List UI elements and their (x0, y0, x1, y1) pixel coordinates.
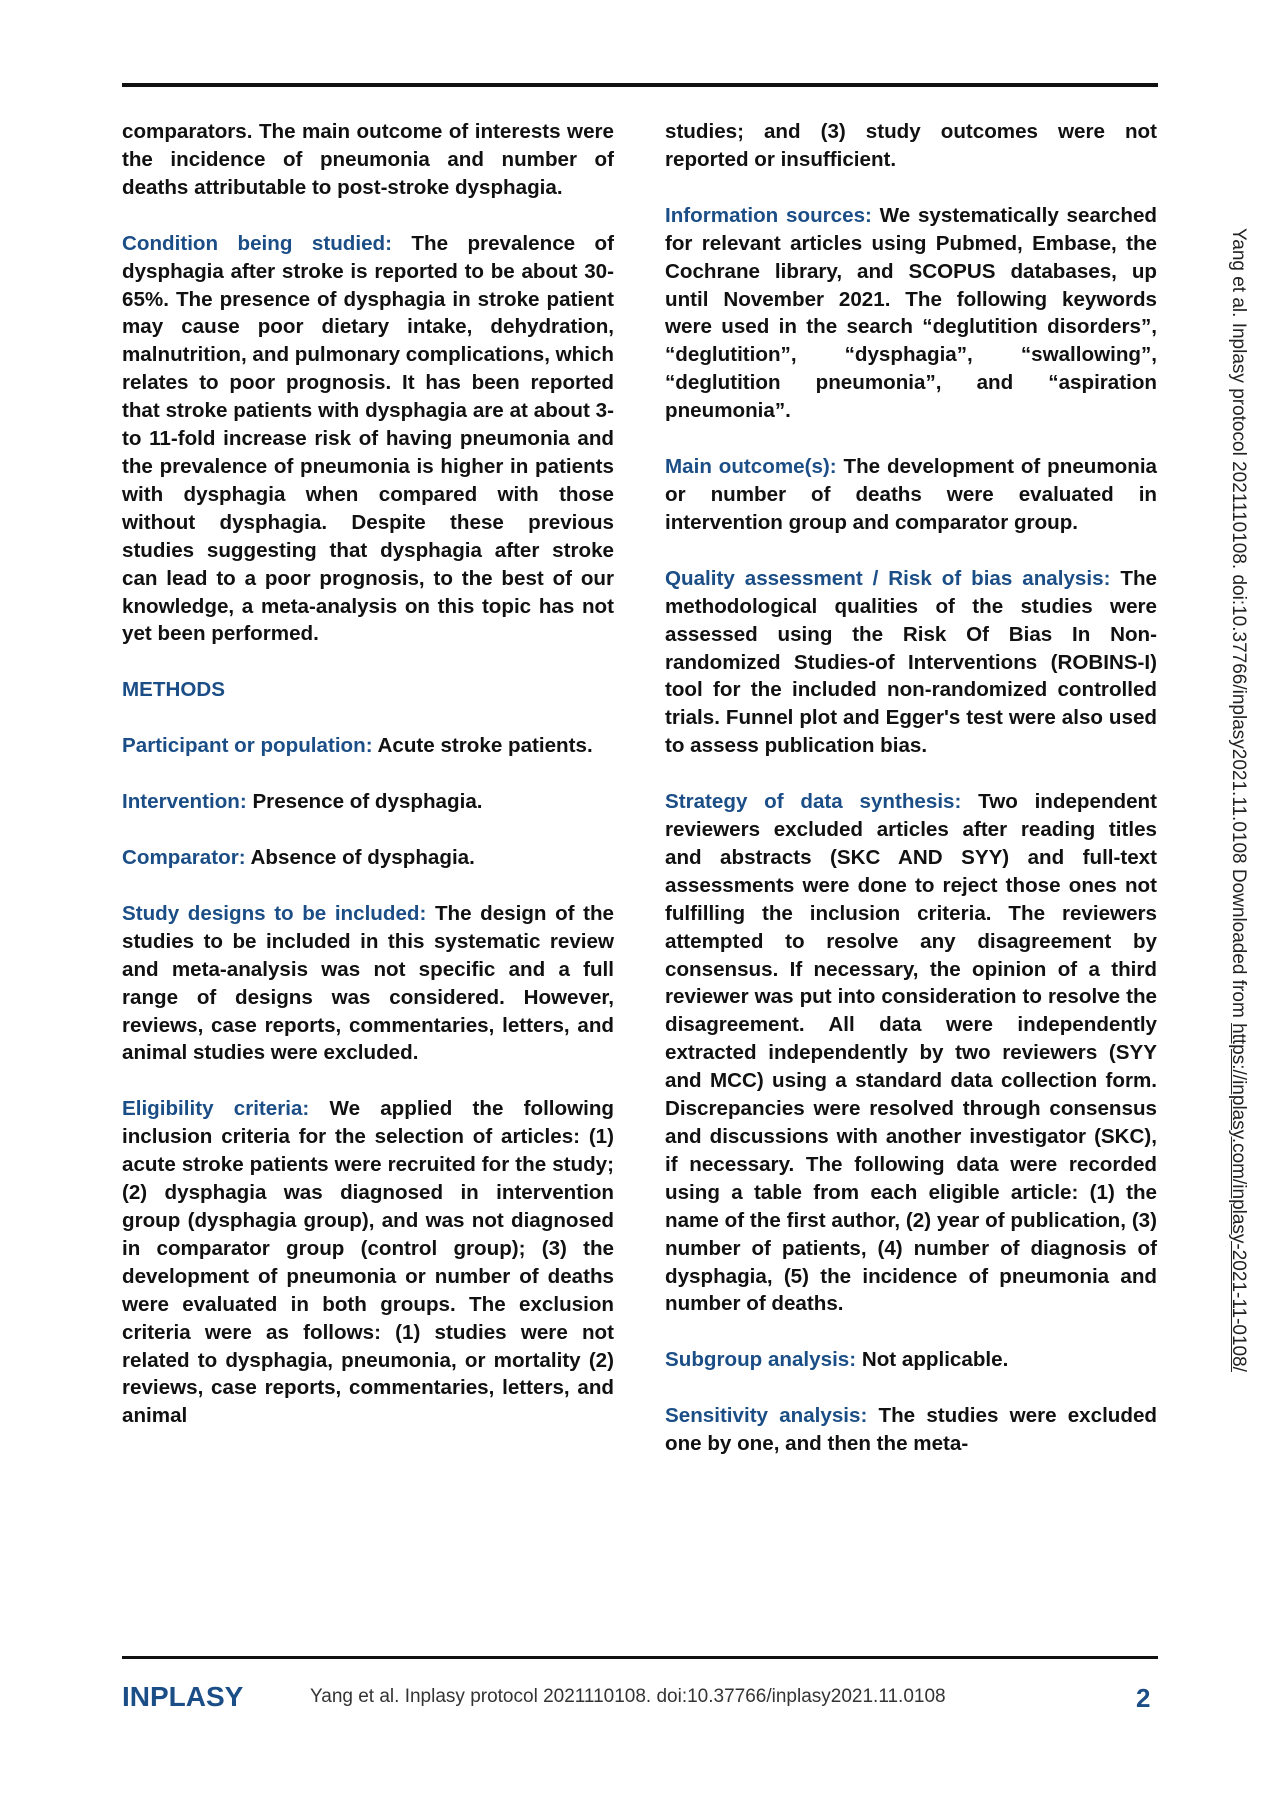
info-sources-text: We systematically searched for relevant articles using Pubmed, Embase, the Cochrane library, and SCOPUS databases, up until November 2021. The following keywords were used in the search “deglutition disorders”, “deglutition”, “dysphagia”, “swallowing”, “deglutition pneumonia”, and “aspiration pneumonia”. (665, 203, 1157, 423)
eligibility-text: We applied the following inclusion criteria for the selection of articles: (1) acute stroke patients were recruited for the study; (2) dysphagia was diagnosed in intervention group (dysphagia group), and was not diagnosed in comparator group (control group); (3) the development of pneumonia or number of deaths were evaluated in both groups. The exclusion criteria were as follows: (1) studies were not related to dysphagia, pneumonia, or mortality (2) reviews, case reports, commentaries, letters, and animal (122, 1097, 614, 1428)
condition-label: Condition being studied: (122, 231, 392, 255)
page-number: 2 (1136, 1683, 1151, 1713)
strategy-text: Two independent reviewers excluded articles after reading titles and abstracts (SKC AND SYY) and full-text assessments were done to reject those ones not fulfilling the inclusion criteria. The reviewers attempted to resolve any disagreement by consensus. If necessary, the opinion of a third reviewer was put into consideration to resolve the disagreement. All data were independently extracted independently by two reviewers (SYY and MCC) using a standard data collection form. Discrepancies were resolved through consensus and discussions with another investigator (SKC), if necessary. The following data were recorded using a table from each eligible article: (1) the name of the first author, (2) year of publication, (3) number of patients, (4) number of diagnosis of dysphagia, (5) the incidence of pneumonia and number of deaths. (665, 790, 1157, 1316)
eligibility-label: Eligibility criteria: (122, 1097, 310, 1121)
quality-text: The methodological qualities of the studies were assessed using the Risk Of Bias In Non-randomized Studies-of Interventions (ROBINS-I) tool for the included non-randomized controlled trials. Funnel plot and Egger's test were also used to assess publication bias. (665, 566, 1157, 758)
condition-text: The prevalence of dysphagia after stroke is reported to be about 30-65%. The presence of dysphagia in stroke patient may cause poor dietary intake, dehydration, malnutrition, and pulmonary complications, which relates to poor prognosis. It has been reported that stroke patients with dysphagia are at about 3- to 11-fold increase risk of having pneumonia and the prevalence of pneumonia is higher in patients with dysphagia when compared with those without dysphagia. Despite these previous studies suggesting that dysphagia after stroke can lead to a poor prognosis, to the best of our knowledge, a meta-analysis on this topic has not yet been performed. (122, 231, 615, 646)
study-designs-text: The design of the studies to be included in this systematic review and meta-analysis was not specific and a full range of designs was considered. However, reviews, case reports, commentaries, letters, and animal studies were excluded. (122, 901, 614, 1065)
comparator-label: Comparator: (122, 846, 246, 870)
participant-label: Participant or population: (122, 734, 373, 758)
quality-paragraph (665, 565, 1157, 760)
participant-paragraph (122, 732, 614, 760)
main-outcome-paragraph (665, 453, 1157, 537)
side-note-link[interactable]: https://inplasy.com/inplasy-2021-11-0108/ (1228, 1023, 1249, 1372)
continued-paragraph: studies; and (3) study outcomes were not reported or insufficient. (665, 120, 1157, 171)
comparator-paragraph (122, 844, 614, 872)
footer-brand: INPLASY (122, 1681, 244, 1712)
sensitivity-paragraph (665, 1402, 1157, 1458)
sensitivity-text: The studies were excluded one by one, and then the meta- (665, 1404, 1157, 1456)
main-outcome-label: Main outcome(s): (665, 455, 837, 479)
intro-paragraph: comparators. The main outcome of interests were the incidence of pneumonia and number of deaths attributable to post-stroke dysphagia. (122, 120, 614, 199)
intervention-paragraph (122, 788, 614, 816)
info-sources-label: Information sources: (665, 203, 872, 227)
left-column (122, 118, 614, 1458)
right-column (665, 118, 1157, 1486)
comparator-text: Absence of dysphagia. (245, 846, 475, 870)
study-designs-paragraph (122, 900, 614, 1067)
sensitivity-label: Sensitivity analysis: (665, 1404, 868, 1428)
study-designs-label: Study designs to be included: (122, 901, 427, 925)
footer-rule (122, 1656, 1158, 1659)
header-rule (122, 83, 1158, 87)
intervention-label: Intervention: (122, 790, 247, 814)
subgroup-text: Not applicable. (856, 1348, 1009, 1372)
subgroup-paragraph (665, 1346, 1157, 1374)
strategy-label: Strategy of data synthesis: (665, 790, 962, 814)
footer-citation: Yang et al. Inplasy protocol 2021110108. doi:10.37766/inplasy2021.11.0108 (310, 1686, 946, 1707)
info-sources-paragraph (665, 202, 1157, 425)
side-download-note (1227, 228, 1249, 1372)
quality-label: Quality assessment / Risk of bias analysis: (665, 566, 1111, 590)
side-note-text: Yang et al. Inplasy protocol 2021110108. doi:10.37766/inplasy2021.11.0108 Downloaded from (1228, 228, 1249, 1024)
subgroup-label: Subgroup analysis: (665, 1348, 857, 1372)
eligibility-paragraph (122, 1095, 614, 1430)
intervention-text: Presence of dysphagia. (246, 790, 483, 814)
methods-heading: METHODS (122, 678, 225, 702)
main-outcome-text: The development of pneumonia or number of deaths were evaluated in intervention group and comparator group. (665, 455, 1157, 534)
condition-paragraph (122, 230, 614, 649)
participant-text: Acute stroke patients. (372, 734, 593, 758)
strategy-paragraph (665, 788, 1157, 1318)
